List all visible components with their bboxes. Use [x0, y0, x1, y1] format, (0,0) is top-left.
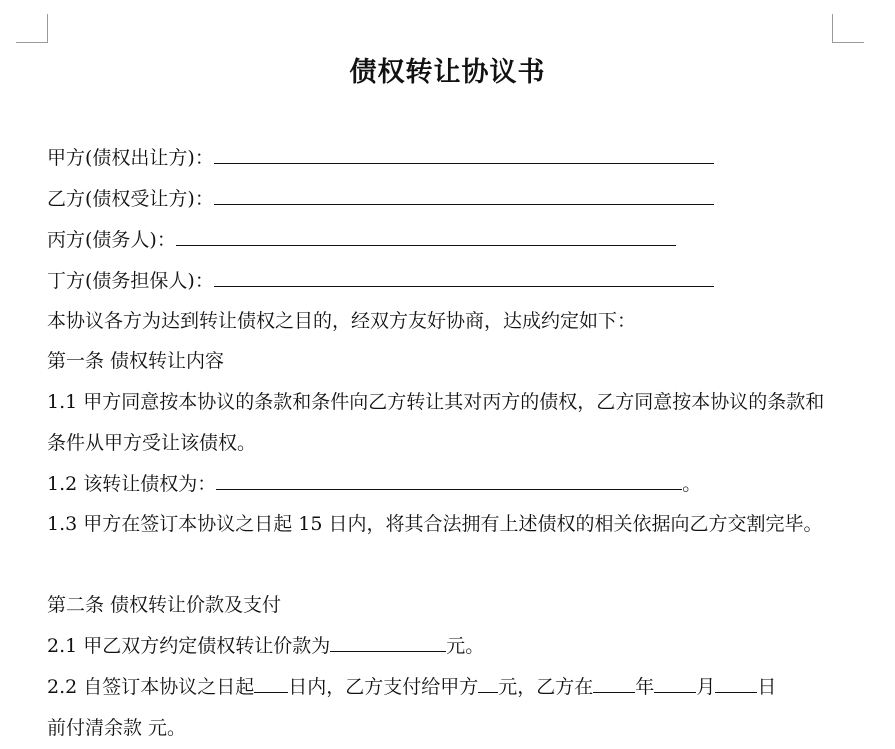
article-2-heading: 第二条 债权转让价款及支付 — [47, 594, 282, 616]
clause-2-2 — [47, 667, 837, 708]
clause-2-1-label: 2.1 甲乙双方约定债权转让价款为 — [47, 635, 331, 657]
page-corner-mark-top-left — [16, 42, 48, 43]
party-b-line — [47, 179, 837, 220]
clause-1-3: 1.3 甲方在签订本协议之日起 15 日内，将其合法拥有上述债权的相关依据向乙方交割完毕。 — [47, 513, 823, 535]
clause-1-1: 1.1 甲方同意按本协议的条款和条件向乙方转让其对丙方的债权，乙方同意按本协议的条款和条件从甲方受让该债权。 — [47, 391, 825, 454]
page-corner-mark-top-right-vertical — [832, 14, 833, 43]
transferred-claim-blank[interactable] — [216, 469, 682, 490]
clause-2-2-continued: 前付清余款 元。 — [47, 717, 187, 739]
clause-1-2-label: 1.2 该转让债权为： — [47, 473, 217, 495]
day-blank[interactable] — [715, 672, 757, 693]
party-d-blank[interactable] — [214, 266, 714, 287]
party-b-blank[interactable] — [214, 184, 714, 205]
month-blank[interactable] — [654, 672, 696, 693]
party-a-line — [47, 138, 837, 179]
party-a-label: 甲方(债权出让方)： — [47, 147, 214, 169]
page-corner-mark-top-right — [832, 42, 864, 43]
party-c-line — [47, 220, 837, 261]
party-c-blank[interactable] — [176, 225, 676, 246]
transfer-price-blank[interactable] — [330, 631, 446, 652]
clause-1-2-end: 。 — [682, 473, 702, 495]
party-d-label: 丁方(债务担保人)： — [47, 270, 214, 292]
clause-2-2-a: 2.2 自签订本协议之日起 — [47, 676, 255, 698]
year-blank[interactable] — [593, 672, 635, 693]
clause-2-1-unit: 元。 — [446, 635, 485, 657]
clause-2-2-d: 年 — [635, 676, 655, 698]
initial-payment-blank[interactable] — [478, 672, 498, 693]
party-c-label: 丙方(债务人)： — [47, 229, 176, 251]
clause-2-2-c: 元，乙方在 — [498, 676, 594, 698]
party-a-blank[interactable] — [214, 143, 714, 164]
clause-1-2 — [47, 464, 837, 505]
clause-2-2-e: 月 — [696, 676, 716, 698]
party-d-line — [47, 261, 837, 302]
document-title: 债权转让协议书 — [349, 57, 546, 88]
clause-2-1 — [47, 626, 837, 667]
page-corner-mark-top-left-vertical — [47, 14, 48, 43]
article-1-heading: 第一条 债权转让内容 — [47, 350, 225, 372]
clause-2-2-b: 日内，乙方支付给甲方 — [288, 676, 479, 698]
days-blank[interactable] — [254, 672, 288, 693]
intro-text: 本协议各方为达到转让债权之目的，经双方友好协商，达成约定如下： — [47, 310, 637, 332]
clause-2-2-f: 日 — [757, 676, 777, 698]
party-b-label: 乙方(债权受让方)： — [47, 188, 214, 210]
